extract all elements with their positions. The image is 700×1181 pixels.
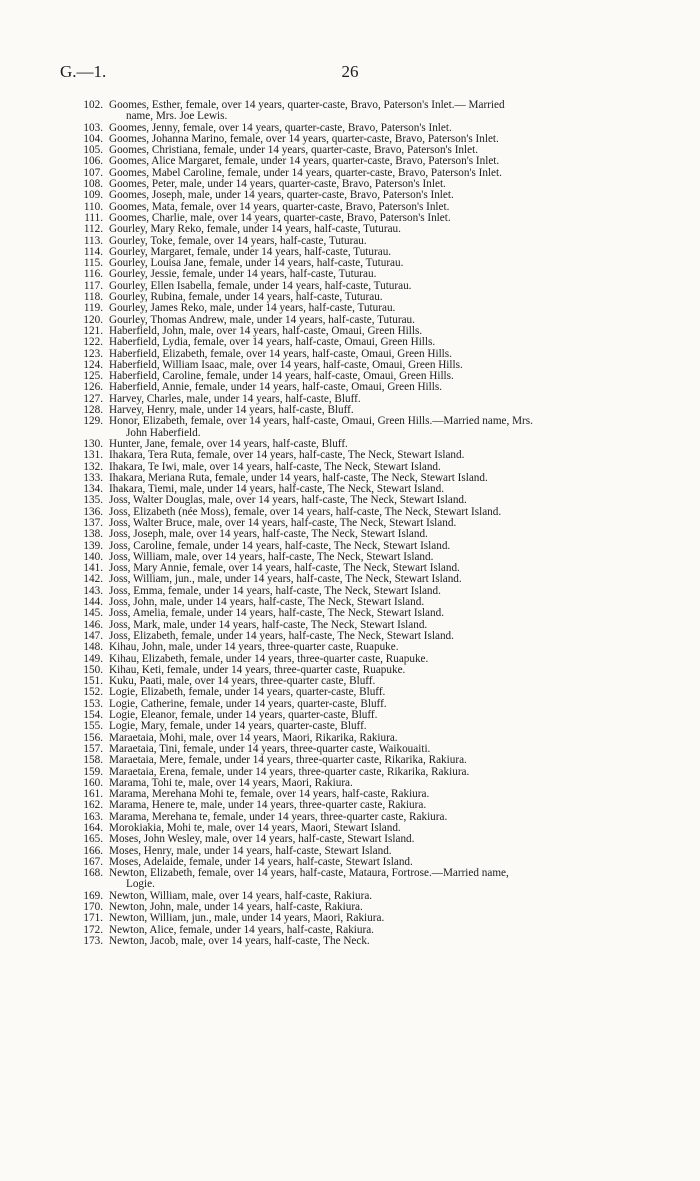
entry-number: 170. bbox=[83, 901, 103, 914]
entry-number: 144. bbox=[83, 596, 103, 609]
entry-text: Joss, Emma, female, under 14 years, half-caste, The Neck, Stewart Island. bbox=[109, 584, 441, 597]
entry-number: 132. bbox=[83, 460, 103, 473]
entry-number: 123. bbox=[83, 347, 103, 360]
entry-text: Newton, William, jun., male, under 14 years, Maori, Rakiura. bbox=[109, 912, 385, 925]
entry-text: Kihau, Keti, female, under 14 years, three-quarter caste, Ruapuke. bbox=[109, 663, 406, 676]
entry-number: 156. bbox=[83, 731, 103, 744]
entry-text: Joss, Amelia, female, under 14 years, half-caste, The Neck, Stewart Island. bbox=[109, 607, 444, 620]
entry-number: 160. bbox=[83, 776, 103, 789]
list-item bbox=[75, 755, 660, 766]
entry-number: 105. bbox=[83, 144, 103, 157]
entry-text: Haberfield, John, male, over 14 years, half-caste, Omaui, Green Hills. bbox=[109, 324, 423, 337]
entry-number: 134. bbox=[83, 483, 103, 496]
entry-number: 168. bbox=[83, 867, 103, 880]
entry-text: Goomes, Johanna Marino, female, over 14 years, quarter-caste, Bravo, Paterson's Inlet. bbox=[109, 132, 499, 145]
entry-number: 112. bbox=[83, 223, 103, 236]
entry-text: Goomes, Charlie, male, over 14 years, quarter-caste, Bravo, Paterson's Inlet. bbox=[109, 211, 451, 224]
entry-number: 131. bbox=[83, 449, 103, 462]
entry-number: 172. bbox=[83, 923, 103, 936]
entry-number: 135. bbox=[83, 494, 103, 507]
entry-text: Marama, Merehana te, female, under 14 years, three-quarter caste, Rakiura. bbox=[109, 810, 448, 823]
entry-text: Harvey, Henry, male, under 14 years, half-caste, Bluff. bbox=[109, 404, 354, 417]
entry-number: 127. bbox=[83, 392, 103, 405]
entry-text: Moses, Henry, male, under 14 years, half-caste, Stewart Island. bbox=[109, 844, 392, 857]
entry-number: 159. bbox=[83, 765, 103, 778]
entry-number: 110. bbox=[83, 200, 103, 213]
entry-text: Gourley, James Reko, male, under 14 years, half-caste, Tuturau. bbox=[109, 302, 396, 315]
entry-text: Goomes, Christiana, female, under 14 years, quarter-caste, Bravo, Paterson's Inlet. bbox=[109, 144, 478, 157]
entry-text: Joss, Elizabeth, female, under 14 years, half-caste, The Neck, Stewart Island. bbox=[109, 629, 454, 642]
entry-text: Honor, Elizabeth, female, over 14 years, half-caste, Omaui, Green Hills.—Married name, Mrs. bbox=[109, 415, 533, 428]
entry-number: 145. bbox=[83, 607, 103, 620]
list-item bbox=[75, 608, 660, 619]
list-item bbox=[75, 936, 660, 947]
entry-text: Newton, William, male, over 14 years, half-caste, Rakiura. bbox=[109, 889, 373, 902]
entry-text: Marama, Henere te, male, under 14 years, three-quarter caste, Rakiura. bbox=[109, 799, 427, 812]
entry-number: 149. bbox=[83, 652, 103, 665]
entry-text: Gourley, Margaret, female, under 14 years, half-caste, Tuturau. bbox=[109, 245, 392, 258]
series-label: G.—1. bbox=[60, 62, 107, 81]
entry-number: 151. bbox=[83, 675, 103, 688]
entry-text: Gourley, Toke, female, over 14 years, half-caste, Tuturau. bbox=[109, 234, 367, 247]
entry-number: 157. bbox=[83, 742, 103, 755]
entry-text: Gourley, Rubina, female, under 14 years, half-caste, Tuturau. bbox=[109, 291, 383, 304]
entry-text: Goomes, Alice Margaret, female, under 14 years, quarter-caste, Bravo, Paterson's Inlet. bbox=[109, 155, 500, 168]
entry-number: 124. bbox=[83, 358, 103, 371]
entry-text: Goomes, Joseph, male, under 14 years, quarter-caste, Bravo, Paterson's Inlet. bbox=[109, 189, 454, 202]
entry-text: Gourley, Louisa Jane, female, under 14 years, half-caste, Tuturau. bbox=[109, 257, 404, 270]
entry-number: 128. bbox=[83, 404, 103, 417]
entry-number: 104. bbox=[83, 132, 103, 145]
entry-list bbox=[75, 100, 660, 947]
entry-text: Goomes, Esther, female, over 14 years, quarter-caste, Bravo, Paterson's Inlet.— Married bbox=[109, 99, 505, 111]
entry-text: Logie. bbox=[126, 878, 155, 891]
page-header bbox=[60, 62, 640, 86]
entry-text: Haberfield, Lydia, female, over 14 years, half-caste, Omaui, Green Hills. bbox=[109, 336, 436, 349]
entry-number: 162. bbox=[83, 799, 103, 812]
entry-number: 143. bbox=[83, 584, 103, 597]
entry-text: Gourley, Jessie, female, under 14 years, half-caste, Tuturau. bbox=[109, 268, 377, 281]
entry-text: name, Mrs. Joe Lewis. bbox=[126, 110, 228, 123]
entry-text: Harvey, Charles, male, under 14 years, half-caste, Bluff. bbox=[109, 392, 361, 405]
entry-number: 138. bbox=[83, 528, 103, 541]
entry-number: 148. bbox=[83, 641, 103, 654]
entry-number: 147. bbox=[83, 629, 103, 642]
entry-number: 137. bbox=[83, 516, 103, 529]
entry-text: Goomes, Mabel Caroline, female, under 14 years, quarter-caste, Bravo, Paterson's Inlet. bbox=[109, 166, 502, 179]
entry-text: Joss, Mary Annie, female, over 14 years, half-caste, The Neck, Stewart Island. bbox=[109, 562, 460, 575]
list-item bbox=[75, 800, 660, 811]
list-item bbox=[75, 416, 660, 427]
list-item-continuation bbox=[75, 111, 660, 122]
entry-text: John Haberfield. bbox=[126, 426, 201, 439]
entry-number: 116. bbox=[83, 268, 103, 281]
entry-text: Maraetaia, Mohi, male, over 14 years, Maori, Rikarika, Rakiura. bbox=[109, 731, 398, 744]
entry-number: 167. bbox=[83, 855, 103, 868]
entry-text: Haberfield, Annie, female, under 14 years, half-caste, Omaui, Green Hills. bbox=[109, 381, 443, 394]
entry-text: Newton, Alice, female, under 14 years, half-caste, Rakiura. bbox=[109, 923, 374, 936]
entry-number: 153. bbox=[83, 697, 103, 710]
entry-text: Goomes, Jenny, female, over 14 years, quarter-caste, Bravo, Paterson's Inlet. bbox=[109, 121, 452, 134]
entry-number bbox=[75, 111, 103, 122]
entry-number: 121. bbox=[83, 324, 103, 337]
entry-text: Logie, Mary, female, under 14 years, quarter-caste, Bluff. bbox=[109, 720, 367, 733]
entry-number: 140. bbox=[83, 550, 103, 563]
entry-text: Logie, Eleanor, female, under 14 years, quarter-caste, Bluff. bbox=[109, 709, 378, 722]
list-item bbox=[75, 721, 660, 732]
entry-text: Haberfield, William Isaac, male, over 14 years, half-caste, Omaui, Green Hills. bbox=[109, 358, 463, 371]
entry-number: 109. bbox=[83, 189, 103, 202]
entry-text: Moses, John Wesley, male, over 14 years, half-caste, Stewart Island. bbox=[109, 833, 415, 846]
entry-text: Joss, Caroline, female, under 14 years, half-caste, The Neck, Stewart Island. bbox=[109, 539, 451, 552]
entry-text: Newton, Elizabeth, female, over 14 years, half-caste, Mataura, Fortrose.—Married name, bbox=[109, 867, 509, 880]
entry-text: Joss, Elizabeth (née Moss), female, over 14 years, half-caste, The Neck, Stewart Island. bbox=[109, 505, 502, 518]
entry-text: Joss, William, male, over 14 years, half-caste, The Neck, Stewart Island. bbox=[109, 550, 434, 563]
list-item bbox=[75, 303, 660, 314]
entry-number: 114. bbox=[83, 245, 103, 258]
list-item bbox=[75, 868, 660, 879]
entry-number: 129. bbox=[83, 415, 103, 428]
entry-text: Kuku, Paati, male, over 14 years, three-quarter caste, Bluff. bbox=[109, 675, 376, 688]
entry-text: Gourley, Mary Reko, female, under 14 years, half-caste, Tuturau. bbox=[109, 223, 401, 236]
entry-text: Gourley, Thomas Andrew, male, under 14 years, half-caste, Tuturau. bbox=[109, 313, 415, 326]
entry-number: 141. bbox=[83, 562, 103, 575]
entry-text: Joss, William, jun., male, under 14 years, half-caste, The Neck, Stewart Island. bbox=[109, 573, 462, 586]
entry-number: 126. bbox=[83, 381, 103, 394]
entry-text: Gourley, Ellen Isabella, female, under 14 years, half-caste, Tuturau. bbox=[109, 279, 412, 292]
entry-number: 107. bbox=[83, 166, 103, 179]
entry-text: Ihakara, Tera Ruta, female, over 14 years, half-caste, The Neck, Stewart Island. bbox=[109, 449, 465, 462]
entry-number: 106. bbox=[83, 155, 103, 168]
entry-text: Joss, Walter Bruce, male, over 14 years, half-caste, The Neck, Stewart Island. bbox=[109, 516, 457, 529]
entry-text: Kihau, Elizabeth, female, under 14 years, three-quarter caste, Ruapuke. bbox=[109, 652, 429, 665]
entry-text: Joss, Joseph, male, over 14 years, half-caste, The Neck, Stewart Island. bbox=[109, 528, 428, 541]
list-item bbox=[75, 337, 660, 348]
list-item bbox=[75, 495, 660, 506]
list-item bbox=[75, 224, 660, 235]
entry-number: 136. bbox=[83, 505, 103, 518]
entry-number: 173. bbox=[83, 934, 103, 947]
entry-number: 158. bbox=[83, 754, 103, 767]
entry-text: Hunter, Jane, female, over 14 years, half-caste, Bluff. bbox=[109, 437, 348, 450]
entry-number: 118. bbox=[83, 291, 103, 304]
entry-text: Newton, Jacob, male, over 14 years, half-caste, The Neck. bbox=[109, 934, 370, 947]
entry-number: 169. bbox=[83, 889, 103, 902]
entry-text: Goomes, Mata, female, over 14 years, quarter-caste, Bravo, Paterson's Inlet. bbox=[109, 200, 450, 213]
entry-number: 146. bbox=[83, 618, 103, 631]
entry-text: Joss, Mark, male, under 14 years, half-caste, The Neck, Stewart Island. bbox=[109, 618, 428, 631]
entry-text: Newton, John, male, under 14 years, half-caste, Rakiura. bbox=[109, 901, 363, 914]
entry-number: 171. bbox=[83, 912, 103, 925]
entry-number: 125. bbox=[83, 370, 103, 383]
entry-number: 164. bbox=[83, 822, 103, 834]
list-item bbox=[75, 642, 660, 653]
entry-text: Goomes, Peter, male, under 14 years, quarter-caste, Bravo, Paterson's Inlet. bbox=[109, 178, 446, 191]
entry-number: 165. bbox=[83, 833, 103, 846]
entry-text: Morokiakia, Mohi te, male, over 14 years, Maori, Stewart Island. bbox=[109, 822, 401, 834]
entry-number: 163. bbox=[83, 810, 103, 823]
list-item bbox=[75, 834, 660, 845]
entry-text: Maraetaia, Erena, female, under 14 years, three-quarter caste, Rikarika, Rakiura. bbox=[109, 765, 470, 778]
entry-text: Logie, Catherine, female, under 14 years, quarter-caste, Bluff. bbox=[109, 697, 387, 710]
entry-text: Ihakara, Tiemi, male, under 14 years, half-caste, The Neck, Stewart Island. bbox=[109, 483, 444, 496]
entry-text: Ihakara, Meriana Ruta, female, under 14 years, half-caste, The Neck, Stewart Island. bbox=[109, 471, 488, 484]
entry-number: 150. bbox=[83, 663, 103, 676]
entry-text: Haberfield, Elizabeth, female, over 14 years, half-caste, Omaui, Green Hills. bbox=[109, 347, 452, 360]
entry-number: 139. bbox=[83, 539, 103, 552]
list-item bbox=[75, 529, 660, 540]
entry-number: 102. bbox=[83, 99, 103, 111]
entry-number: 133. bbox=[83, 471, 103, 484]
entry-number: 154. bbox=[83, 709, 103, 722]
entry-text: Ihakara, Te Iwi, male, over 14 years, half-caste, The Neck, Stewart Island. bbox=[109, 460, 441, 473]
list-item bbox=[75, 450, 660, 461]
entry-number: 120. bbox=[83, 313, 103, 326]
entry-number: 119. bbox=[83, 302, 103, 315]
entry-number: 108. bbox=[83, 178, 103, 191]
list-item bbox=[75, 913, 660, 924]
entry-text: Maraetaia, Tini, female, under 14 years, three-quarter caste, Waikouaiti. bbox=[109, 742, 431, 755]
entry-number: 111. bbox=[84, 211, 103, 224]
entry-number: 152. bbox=[83, 686, 103, 699]
entry-text: Kihau, John, male, under 14 years, three-quarter caste, Ruapuke. bbox=[109, 641, 399, 654]
entry-number: 115. bbox=[83, 257, 103, 270]
list-item bbox=[75, 190, 660, 201]
entry-text: Marama, Merehana Mohi te, female, over 14 years, half-caste, Rakiura. bbox=[109, 788, 430, 801]
entry-text: Joss, John, male, under 14 years, half-caste, The Neck, Stewart Island. bbox=[109, 596, 425, 609]
entry-text: Maraetaia, Mere, female, under 14 years, three-quarter caste, Rikarika, Rakiura. bbox=[109, 754, 467, 767]
entry-number: 161. bbox=[83, 788, 103, 801]
entry-number: 142. bbox=[83, 573, 103, 586]
entry-number: 166. bbox=[83, 844, 103, 857]
entry-text: Haberfield, Caroline, female, under 14 years, half-caste, Omaui, Green Hills. bbox=[109, 370, 454, 383]
entry-number: 117. bbox=[83, 279, 103, 292]
entry-text: Logie, Elizabeth, female, under 14 years, quarter-caste, Bluff. bbox=[109, 686, 386, 699]
page-number: 26 bbox=[341, 62, 359, 81]
entry-number: 155. bbox=[83, 720, 103, 733]
entry-text: Moses, Adelaide, female, under 14 years, half-caste, Stewart Island. bbox=[109, 855, 413, 868]
entry-text: Marama, Tohi te, male, over 14 years, Maori, Rakiura. bbox=[109, 776, 353, 789]
entry-number: 122. bbox=[83, 336, 103, 349]
entry-text: Joss, Walter Douglas, male, over 14 years, half-caste, The Neck, Stewart Island. bbox=[109, 494, 467, 507]
entry-number: 103. bbox=[83, 121, 103, 134]
entry-number: 113. bbox=[83, 234, 103, 247]
entry-number: 130. bbox=[83, 437, 103, 450]
